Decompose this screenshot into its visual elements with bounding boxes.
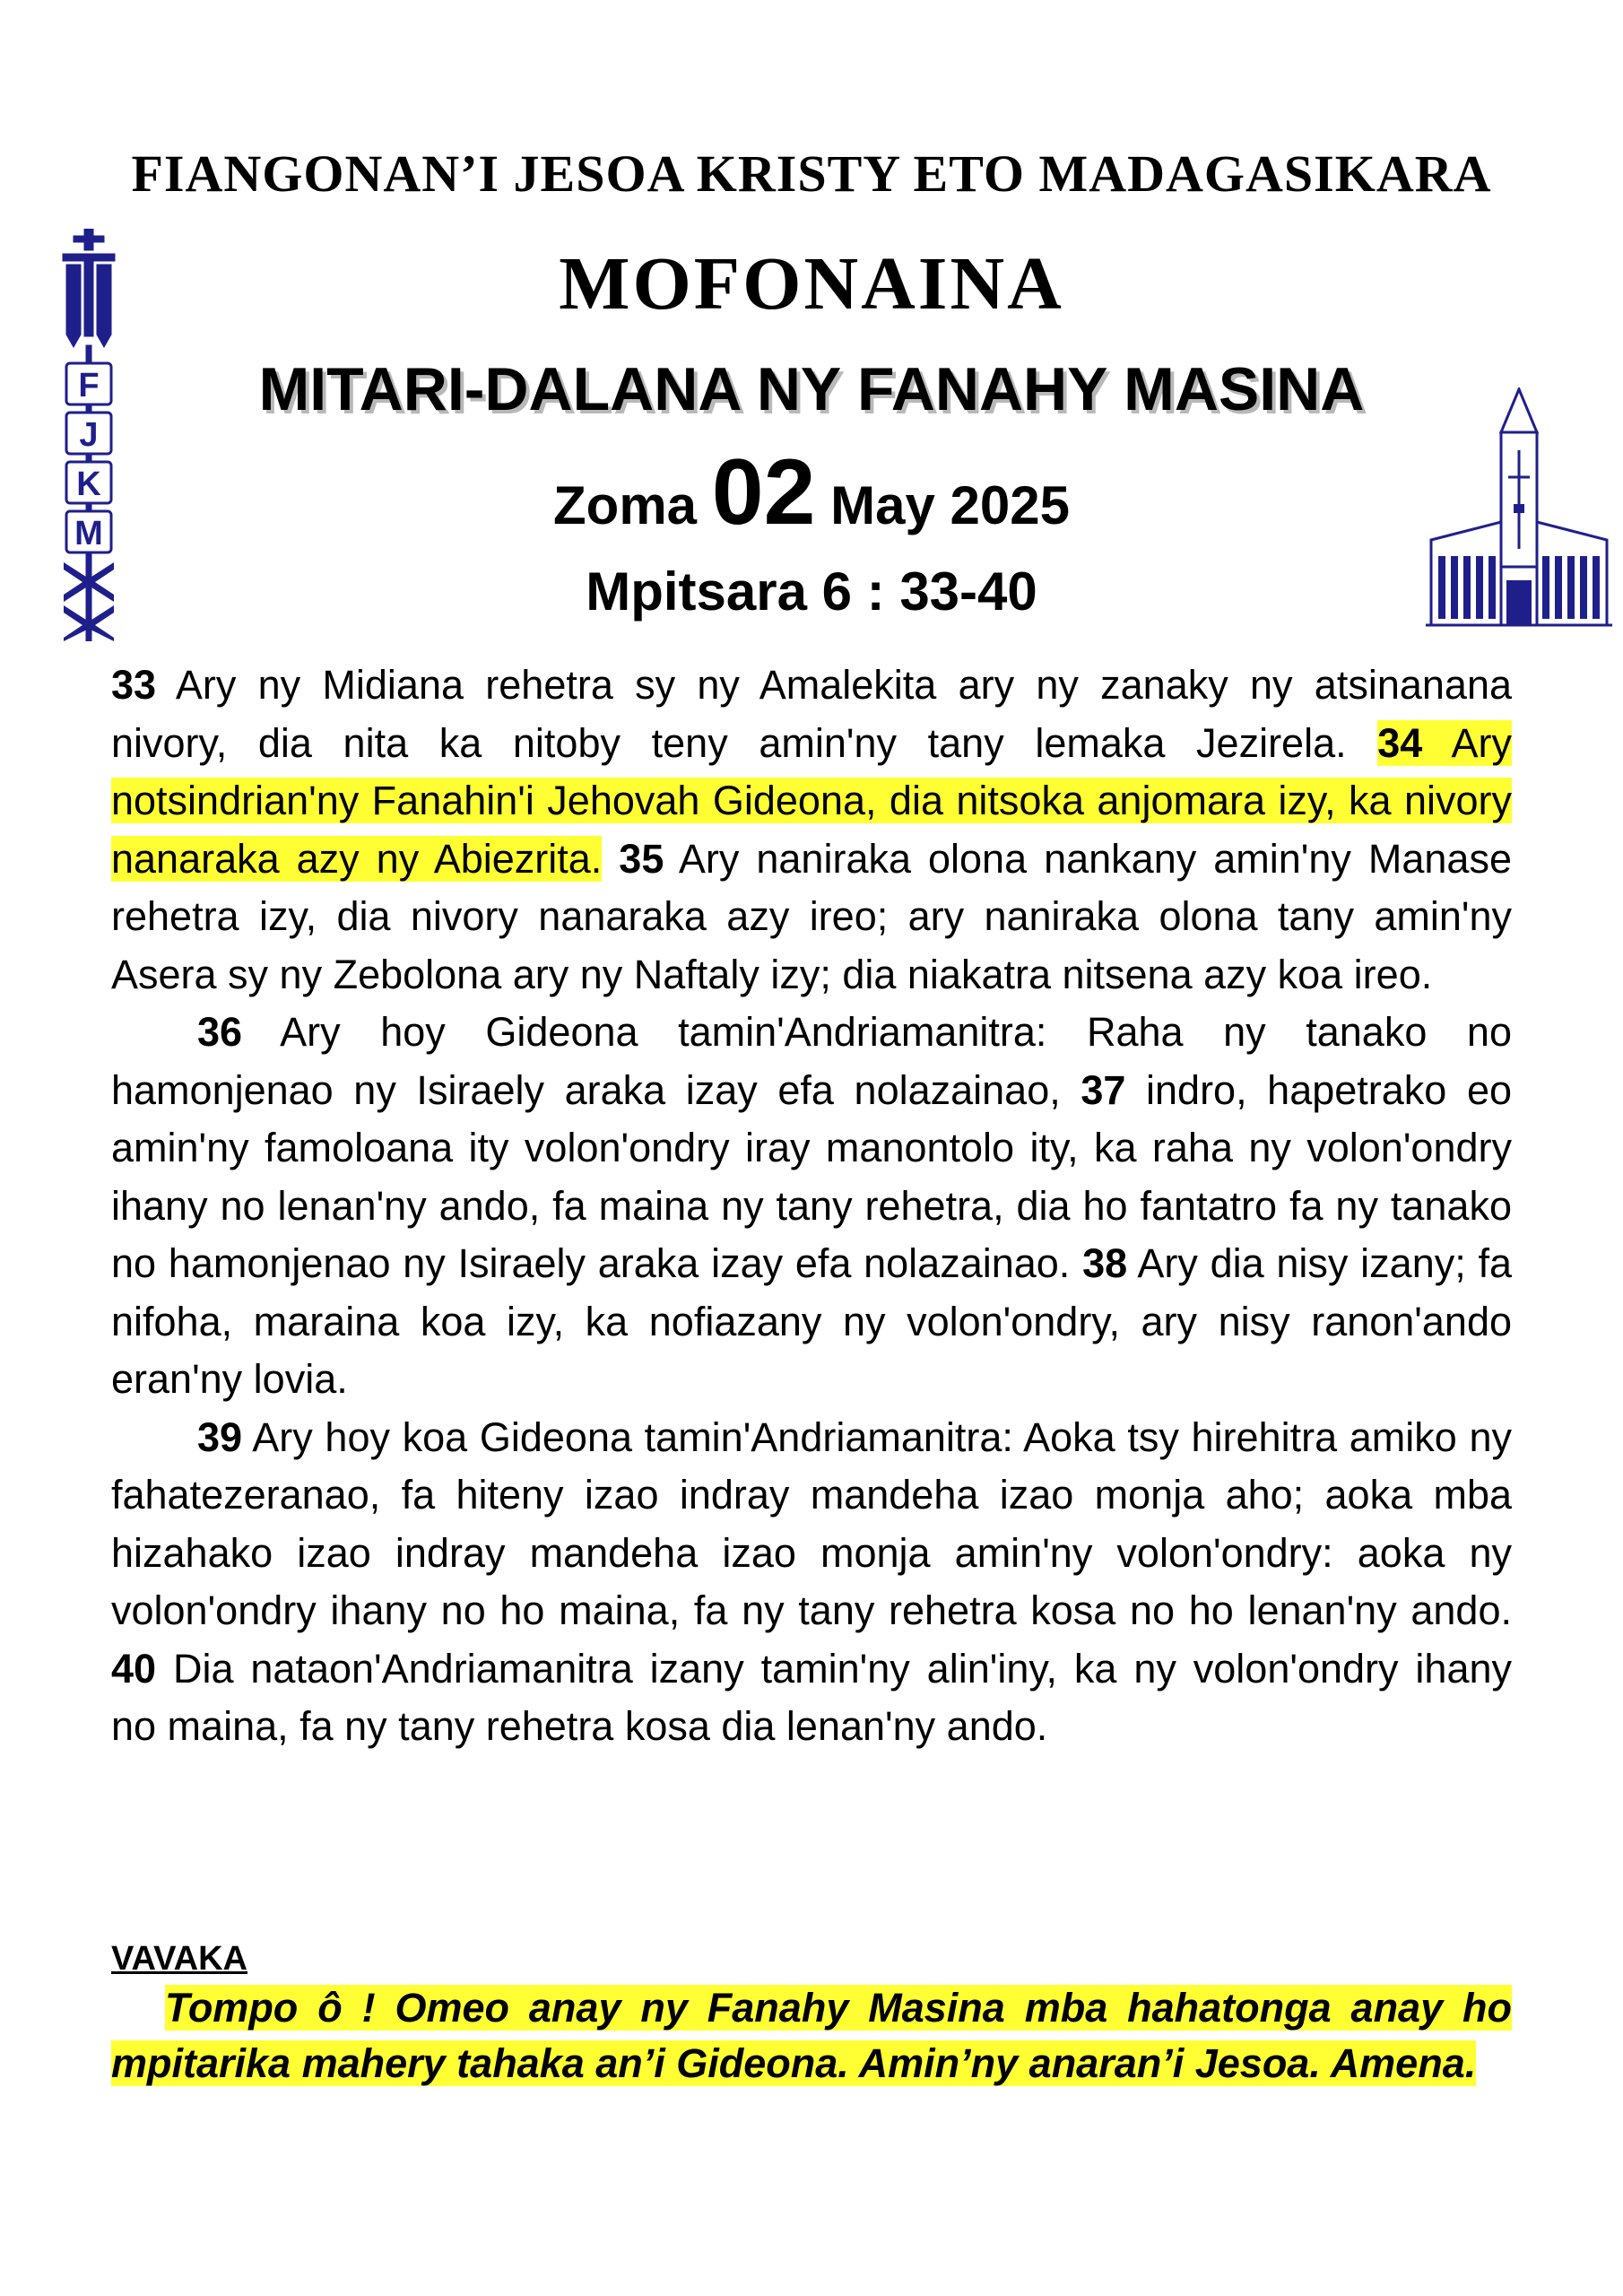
date-day: 02 [711,440,816,544]
page-title: MOFONAINA [559,242,1064,326]
scripture-paragraph [111,657,1512,1004]
fjkm-cross-logo-icon [50,229,131,641]
verse-text: indro, hapetrako eo amin'ny famoloana ity volon'ondry iray manontolo ity, ka raha ny volon'ondry ihany no lenan'ny ando, fa maina ny tany rehetra, dia ho fantatro fa ny tanako no hamonjenao ny Isiraely araka izay efa nolazainao. [111,1066,1512,1286]
verse-number: 37 [1081,1066,1126,1113]
logo-letter: F [78,367,100,404]
scripture-paragraph [111,1409,1512,1756]
verse-text: Dia nataon'Andriamanitra izany tamin'ny alin'iny, ka ny volon'ondry ihany no maina, fa ny tany rehetra kosa dia lenan'ny ando. [111,1645,1512,1749]
verse-text: Ary hoy Gideona tamin'Andriamanitra: Raha ny tanako no hamonjenao ny Isiraely araka izay efa nolazainao, [111,1009,1512,1113]
church-building-icon [1424,387,1614,630]
logo-letter: K [76,465,101,503]
verse-number: 33 [111,662,157,708]
logo-letter: M [74,515,103,552]
verse-number: 39 [197,1413,243,1460]
prayer-text [111,1980,1512,2092]
page-subtitle: MITARI-DALANA NY FANAHY MASINA [258,355,1365,423]
prayer-heading: VAVAKA [111,1940,247,1978]
verse-number: 40 [111,1645,157,1692]
logo-letter: J [79,416,99,454]
scripture-paragraph [111,1004,1512,1409]
verse-text: Ary dia nisy izany; fa nifoha, maraina koa izy, ka nofiazany ny volon'ondry, ary nisy ranon'ando eran'ny lovia. [111,1240,1512,1402]
church-name: FIANGONAN’I JESOA KRISTY ETO MADAGASIKARA [131,144,1492,203]
date-month-year: May 2025 [830,475,1070,535]
scripture-text [111,657,1512,1756]
verse-text: Ary naniraka olona nankany amin'ny Manase rehetra izy, dia nivory nanaraka azy ireo; ary naniraka olona tany amin'ny Asera sy ny Zebolona ary ny Naftaly izy; dia niakatra nitsena azy koa ireo. [111,835,1512,997]
scripture-reference: Mpitsara 6 : 33-40 [586,561,1037,622]
verse-text: Ary ny Midiana rehetra sy ny Amalekita ary ny zanaky ny atsinanana nivory, dia nita ka nitoby teny amin'ny tany lemaka Jezirela. [111,662,1512,766]
verse-number: 38 [1082,1240,1128,1286]
verse-text: Ary notsindrian'ny Fanahin'i Jehovah Gideona, dia nitsoka anjomara izy, ka nivory nanaraka azy ny Abiezrita. [111,719,1512,882]
verse-number: 36 [197,1009,243,1055]
prayer-highlight: Tompo ô ! Omeo anay ny Fanahy Masina mba hahatonga anay ho mpitarika mahery tahaka an’i Gideona. Amin’ny anaran’i Jesoa. Amena. [111,1985,1512,2086]
date-line [0,439,1623,546]
verse-text: Ary hoy koa Gideona tamin'Andriamanitra: Aoka tsy hirehitra amiko ny fahatezeranao, fa hiteny izao indray mandeha izao monja aho; aoka mba hizahako izao indray mandeha izao monja amin'ny volon'ondry: aoka ny volon'ondry ihany no ho maina, fa ny tany rehetra kosa no ho lenan'ny ando. [111,1413,1512,1633]
verse-number: 34 [1377,719,1423,766]
date-weekday: Zoma [553,475,698,535]
verse-number: 35 [619,835,664,882]
